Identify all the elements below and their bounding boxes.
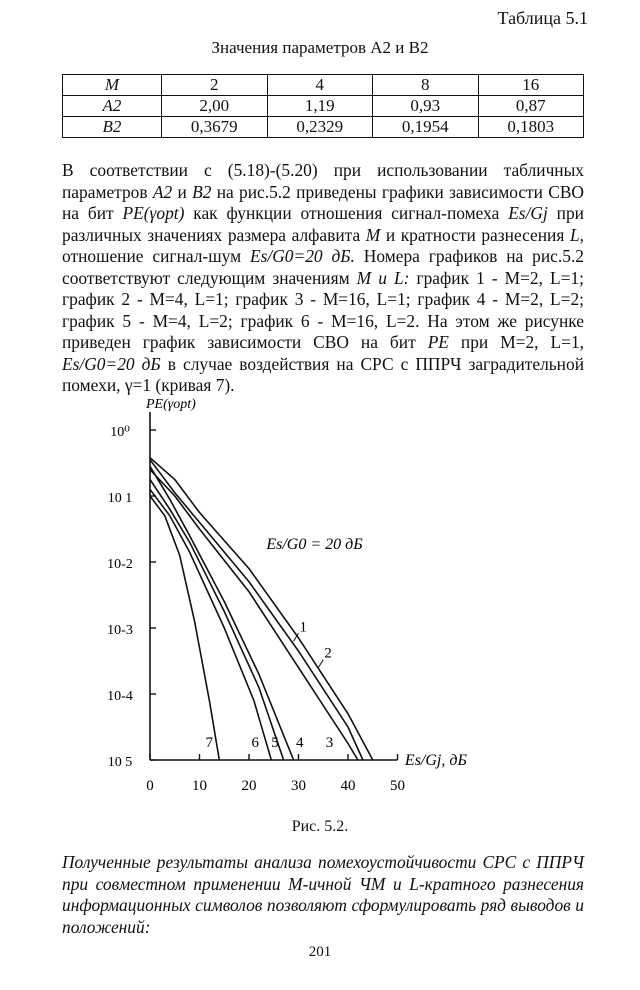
formula: B2	[192, 181, 212, 202]
text-run: Номера графиков на рис.5.2 соответствуют следующим значениям	[62, 246, 584, 288]
table-cell: M	[63, 75, 162, 96]
y-tick-label: 10-4	[107, 689, 133, 704]
table-cell: 8	[373, 75, 479, 96]
y-tick-label: 10 5	[107, 755, 133, 770]
curve-label-5: 5	[271, 734, 279, 751]
formula: L	[569, 224, 580, 245]
table-cell: 0,93	[373, 96, 479, 117]
table-cell: A2	[63, 96, 162, 117]
curve-label-1: 1	[299, 619, 307, 636]
table-cell: 4	[267, 75, 373, 96]
table-cell: 2,00	[162, 96, 268, 117]
chart-annotation: Es/G0 = 20 дБ	[266, 535, 363, 553]
formula: PE(γopt)	[122, 203, 185, 223]
formula: Es/G0=20 дБ.	[249, 246, 355, 266]
y-tick-label: 10⁰	[110, 425, 130, 440]
text-run: и	[177, 181, 187, 202]
y-tick-label: 10 1	[107, 491, 133, 506]
curve-label-2: 2	[324, 645, 332, 662]
table-cell: 1,19	[267, 96, 373, 117]
formula: Es/G0=20 дБ	[62, 353, 161, 374]
text-run: и кратности разнесения	[385, 224, 565, 245]
text-run: при M=2, L=1,	[460, 332, 584, 352]
formula: Es/Gj	[508, 203, 548, 223]
text-run: на рис.5.2 приведены графики зависимости СВО на бит	[62, 181, 584, 223]
table-cell: 0,3679	[162, 117, 268, 138]
formula: PE	[427, 332, 449, 352]
curve-label-3: 3	[325, 734, 334, 751]
formula: M	[365, 224, 381, 245]
series-line-3	[150, 470, 358, 760]
table-cell: 16	[478, 75, 584, 96]
table-cell: 0,1954	[373, 117, 479, 138]
curve-label-7: 7	[205, 734, 213, 751]
figure-caption: Рис. 5.2.	[291, 818, 349, 835]
x-tick-label: 30	[291, 778, 306, 794]
x-tick-label: 20	[241, 778, 257, 794]
conclusion-paragraph: Полученные результаты анализа помехоустойчивости СРС с ППРЧ при совместном применении M-ичной ЧМ и L-кратного разнесения информационных символов позволяют сформулировать ряд выводов и положений:	[62, 852, 584, 937]
x-tick-label: 50	[390, 778, 405, 794]
curve-label-4: 4	[296, 734, 304, 751]
table-number: Таблица 5.1	[497, 8, 588, 28]
text-run: график 1 - M=2, L=1; график 2 - M=4, L=1; график 3 - M=16, L=1; график 4 - M=2, L=2; график 5 - M=4, L=2; график 6 - M=16, L=2. На этом же рисунке приведен график зависимости СВО на бит	[62, 267, 584, 352]
text-run: при различных значениях размера алфавита	[62, 203, 584, 245]
x-tick-label: 10	[192, 778, 207, 794]
table-cell: 0,1803	[478, 117, 584, 138]
series-line-6	[150, 489, 271, 760]
formula: M и L:	[356, 267, 410, 288]
formula: A2	[152, 181, 173, 202]
text-run: В соответствии с (5.18)-(5.20) при использовании табличных параметров	[62, 160, 584, 202]
table-cell: B2	[63, 117, 162, 138]
table-caption: Значения параметров A2 и B2	[211, 38, 429, 57]
table-cell: 0,87	[478, 96, 584, 117]
curve-leader-2	[318, 660, 323, 668]
x-tick-label: 40	[340, 778, 356, 794]
x-axis-title: Es/Gj, дБ	[404, 752, 467, 769]
series-line-7	[150, 496, 219, 760]
curve-label-6: 6	[251, 734, 259, 751]
y-axis-title: PE(γopt)	[146, 397, 196, 412]
text-run: , отношение сигнал-шум	[62, 224, 584, 266]
x-tick-label: 0	[146, 778, 154, 794]
y-tick-label: 10-2	[107, 557, 133, 572]
table-cell: 2	[162, 75, 268, 96]
text-run: в случае воздействия на СРС с ППРЧ заградительной помехи, γ=1 (кривая 7).	[62, 353, 584, 395]
series-line-5	[150, 480, 284, 761]
y-tick-label: 10-3	[107, 623, 133, 638]
table-cell: 0,2329	[267, 117, 373, 138]
text-run: как функции отношения сигнал-помеха	[193, 203, 500, 223]
page-number: 201	[308, 944, 332, 960]
